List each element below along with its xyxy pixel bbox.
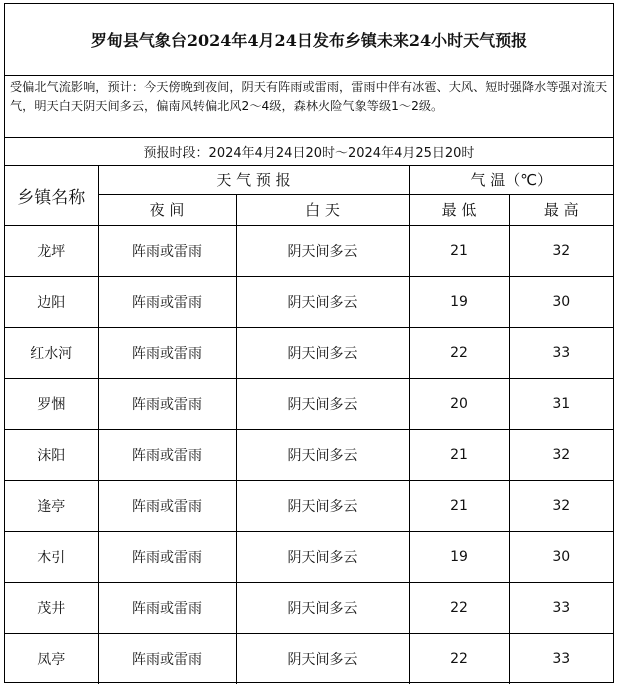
header-night: 夜 间: [98, 194, 236, 225]
night-cell: 阵雨或雷雨: [98, 582, 236, 633]
min-temp-cell: 19: [409, 276, 509, 327]
town-cell: 龙坪: [5, 225, 98, 276]
page-title: 罗甸县气象台2024年4月24日发布乡镇未来24小时天气预报: [5, 4, 613, 76]
night-cell: 阵雨或雷雨: [98, 225, 236, 276]
table-row: [5, 225, 613, 276]
max-temp-cell: 32: [509, 480, 613, 531]
table-row: [5, 429, 613, 480]
table-row: [5, 633, 613, 684]
header-temperature: 气 温（℃）: [409, 166, 613, 194]
night-cell: 阵雨或雷雨: [98, 276, 236, 327]
forecast-summary: 受偏北气流影响，预计：今天傍晚到夜间，阴天有阵雨或雷雨，雷雨中伴有冰雹、大风、短时强降水等强对流天气，明天白天阴天间多云，偏南风转偏北风2～4级，森林火险气象等级1～2级。: [5, 76, 613, 138]
min-temp-cell: 22: [409, 582, 509, 633]
town-cell: 凤亭: [5, 633, 98, 684]
table-row: [5, 378, 613, 429]
town-cell: 茂井: [5, 582, 98, 633]
town-cell: 边阳: [5, 276, 98, 327]
day-cell: 阴天间多云: [236, 429, 409, 480]
min-temp-cell: 20: [409, 378, 509, 429]
min-temp-cell: 22: [409, 327, 509, 378]
town-cell: 木引: [5, 531, 98, 582]
forecast-period: 预报时段：2024年4月24日20时～2024年4月25日20时: [5, 138, 613, 166]
min-temp-cell: 21: [409, 429, 509, 480]
forecast-table: [5, 166, 613, 684]
day-cell: 阴天间多云: [236, 480, 409, 531]
forecast-sheet: [4, 3, 614, 683]
night-cell: 阵雨或雷雨: [98, 633, 236, 684]
header-max: 最 高: [509, 194, 613, 225]
day-cell: 阴天间多云: [236, 633, 409, 684]
night-cell: 阵雨或雷雨: [98, 429, 236, 480]
day-cell: 阴天间多云: [236, 378, 409, 429]
header-town: 乡镇名称: [5, 166, 98, 225]
table-row: [5, 480, 613, 531]
max-temp-cell: 32: [509, 225, 613, 276]
max-temp-cell: 30: [509, 531, 613, 582]
night-cell: 阵雨或雷雨: [98, 531, 236, 582]
night-cell: 阵雨或雷雨: [98, 327, 236, 378]
header-min: 最 低: [409, 194, 509, 225]
night-cell: 阵雨或雷雨: [98, 480, 236, 531]
header-forecast: 天 气 预 报: [98, 166, 409, 194]
day-cell: 阴天间多云: [236, 327, 409, 378]
min-temp-cell: 21: [409, 480, 509, 531]
max-temp-cell: 30: [509, 276, 613, 327]
day-cell: 阴天间多云: [236, 225, 409, 276]
max-temp-cell: 33: [509, 582, 613, 633]
table-row: [5, 327, 613, 378]
table-row: [5, 531, 613, 582]
town-cell: 沫阳: [5, 429, 98, 480]
max-temp-cell: 31: [509, 378, 613, 429]
max-temp-cell: 33: [509, 633, 613, 684]
town-cell: 罗悃: [5, 378, 98, 429]
min-temp-cell: 21: [409, 225, 509, 276]
max-temp-cell: 33: [509, 327, 613, 378]
day-cell: 阴天间多云: [236, 582, 409, 633]
night-cell: 阵雨或雷雨: [98, 378, 236, 429]
header-day: 白 天: [236, 194, 409, 225]
table-row: [5, 276, 613, 327]
town-cell: 逢亭: [5, 480, 98, 531]
town-cell: 红水河: [5, 327, 98, 378]
min-temp-cell: 19: [409, 531, 509, 582]
table-row: [5, 582, 613, 633]
day-cell: 阴天间多云: [236, 531, 409, 582]
min-temp-cell: 22: [409, 633, 509, 684]
day-cell: 阴天间多云: [236, 276, 409, 327]
max-temp-cell: 32: [509, 429, 613, 480]
